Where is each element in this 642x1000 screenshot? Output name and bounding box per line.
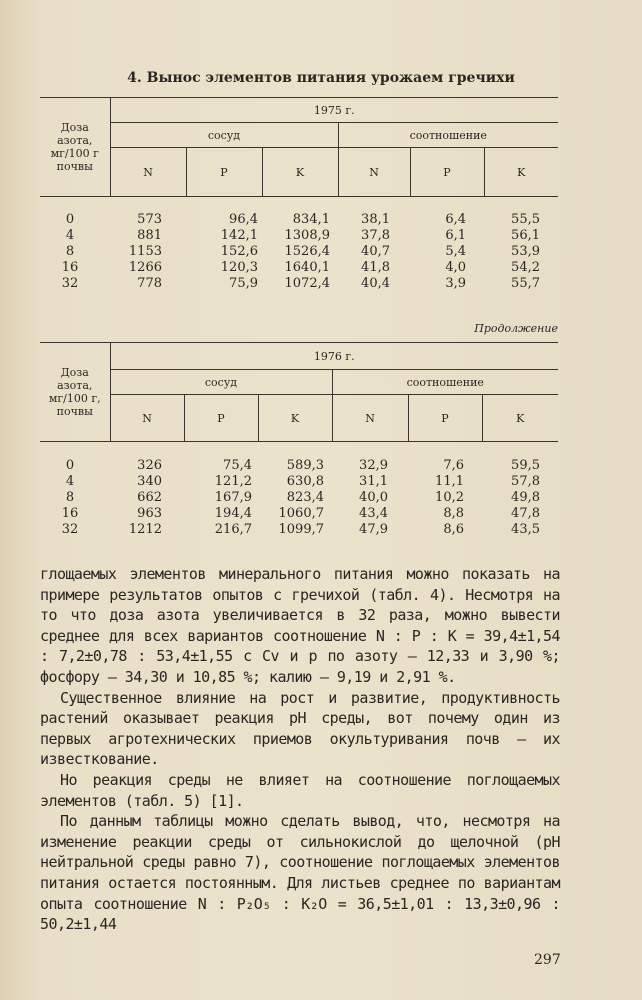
value-cell: 142,1 (220, 228, 258, 243)
dose-cell: 32 (61, 276, 79, 291)
value-cell: 963 (137, 506, 162, 521)
value-cell: 326 (137, 458, 162, 473)
value-cell: 6,4 (445, 212, 466, 227)
value-cell: 152,6 (220, 244, 258, 259)
dose-cell: 8 (65, 490, 75, 505)
value-cell: 55,5 (511, 212, 540, 227)
value-cell: 75,4 (223, 458, 252, 473)
table-row (40, 276, 558, 292)
paragraph: Но реакция среды не влияет на соотношение поглощаемых элементов (табл. 5) [1]. (40, 770, 560, 810)
table-row (40, 212, 558, 228)
value-cell: 881 (137, 228, 162, 243)
value-cell: 573 (137, 212, 162, 227)
table-row (40, 228, 558, 244)
value-cell: 57,8 (511, 474, 540, 489)
col-header: N (110, 148, 186, 197)
group-vessel-header: сосуд (110, 123, 338, 148)
value-cell: 7,6 (443, 458, 464, 473)
value-cell: 40,7 (361, 244, 390, 259)
col-header: P (184, 395, 258, 442)
dose-cell: 16 (61, 506, 79, 521)
value-cell: 10,2 (435, 490, 464, 505)
table-row (40, 458, 558, 474)
value-cell: 49,8 (511, 490, 540, 505)
value-cell: 1212 (128, 522, 162, 537)
value-cell: 3,9 (445, 276, 466, 291)
table-row (40, 490, 558, 506)
value-cell: 216,7 (214, 522, 252, 537)
continuation-label: Продолжение (474, 322, 558, 335)
table-row (40, 522, 558, 538)
value-cell: 1060,7 (278, 506, 324, 521)
value-cell: 1266 (128, 260, 162, 275)
col-header: P (186, 148, 262, 197)
body-text (40, 564, 560, 935)
col-header: N (110, 395, 184, 442)
value-cell: 1099,7 (278, 522, 324, 537)
value-cell: 1640,1 (284, 260, 330, 275)
value-cell: 1153 (128, 244, 162, 259)
table-1975 (40, 97, 558, 292)
value-cell: 56,1 (511, 228, 540, 243)
table-1976 (40, 342, 558, 538)
value-cell: 1308,9 (284, 228, 330, 243)
value-cell: 43,4 (359, 506, 388, 521)
value-cell: 834,1 (292, 212, 330, 227)
value-cell: 47,8 (511, 506, 540, 521)
value-cell: 5,4 (445, 244, 466, 259)
value-cell: 40,4 (361, 276, 390, 291)
value-cell: 43,5 (511, 522, 540, 537)
dose-cell: 0 (65, 458, 75, 473)
value-cell: 96,4 (229, 212, 258, 227)
dose-header: Доза азота, мг/100 г, почвы (40, 343, 110, 442)
table-title: 4. Вынос элементов питания урожаем гречихи (127, 70, 515, 86)
col-header: N (338, 148, 410, 197)
value-cell: 589,3 (286, 458, 324, 473)
value-cell: 630,8 (286, 474, 324, 489)
col-header: K (517, 165, 526, 179)
value-cell: 823,4 (286, 490, 324, 505)
col-header: P (408, 395, 482, 442)
value-cell: 4,0 (445, 260, 466, 275)
value-cell: 32,9 (359, 458, 388, 473)
group-ratio-header: соотношение (338, 123, 558, 148)
value-cell: 120,3 (220, 260, 258, 275)
value-cell: 53,9 (511, 244, 540, 259)
value-cell: 47,9 (359, 522, 388, 537)
value-cell: 37,8 (361, 228, 390, 243)
value-cell: 75,9 (229, 276, 258, 291)
dose-cell: 16 (61, 260, 79, 275)
table-row (40, 244, 558, 260)
group-vessel-header: сосуд (110, 370, 332, 395)
dose-cell: 8 (65, 244, 75, 259)
value-cell: 340 (137, 474, 162, 489)
value-cell: 6,1 (445, 228, 466, 243)
dose-cell: 32 (61, 522, 79, 537)
dose-cell: 0 (65, 212, 75, 227)
value-cell: 167,9 (214, 490, 252, 505)
value-cell: 11,1 (435, 474, 464, 489)
dose-cell: 4 (65, 228, 75, 243)
value-cell: 194,4 (214, 506, 252, 521)
col-header: K (258, 395, 332, 442)
value-cell: 1072,4 (284, 276, 330, 291)
value-cell: 662 (137, 490, 162, 505)
page-number: 297 (534, 952, 561, 968)
col-header: P (410, 148, 484, 197)
dose-header: Доза азота, мг/100 г почвы (40, 98, 110, 197)
table-row (40, 260, 558, 276)
col-header: K (516, 411, 525, 425)
table-row (40, 506, 558, 522)
value-cell: 40,0 (359, 490, 388, 505)
value-cell: 1526,4 (284, 244, 330, 259)
value-cell: 55,7 (511, 276, 540, 291)
group-ratio-header: соотношение (332, 370, 558, 395)
paragraph: глощаемых элементов минерального питания можно показать на примере результатов опытов с гречихой (табл. 4). Несмотря на то что доза азота увеличивается в 32 раза, можно вывести среднее для всех вариантов соотношение N : P : K = 39,4±1,54 : 7,2±0,78 : 53,4±1,55 с Cv и p по азоту — 12,33 и 3,90 %; фосфору — 34,30 и 10,85 %; калию — 9,19 и 2,91 %. (40, 565, 560, 686)
value-cell: 41,8 (361, 260, 390, 275)
year-header: 1976 г. (110, 343, 558, 370)
value-cell: 31,1 (359, 474, 388, 489)
value-cell: 54,2 (511, 260, 540, 275)
value-cell: 38,1 (361, 212, 390, 227)
paragraph: По данным таблицы можно сделать вывод, что, несмотря на изменение реакции среды от сильнокислой до щелочной (pH нейтральной среды равно 7), соотношение поглощаемых элементов питания остается постоянным. Для листьев среднее по вариантам опыта соотношение N : P₂O₅ : K₂O = 36,5±1,01 : 13,3±0,96 : 50,2±1,44 (40, 812, 560, 934)
year-header: 1975 г. (110, 98, 558, 123)
col-header: N (332, 395, 408, 442)
paragraph: Существенное влияние на рост и развитие, продуктивность растений оказывает реакция pH среды, вот почему один из первых агротехнических приемов окультуривания почв — их известкование. (40, 688, 560, 769)
value-cell: 778 (137, 276, 162, 291)
value-cell: 121,2 (214, 474, 252, 489)
table-row (40, 474, 558, 490)
value-cell: 59,5 (511, 458, 540, 473)
col-header: K (262, 148, 338, 197)
value-cell: 8,8 (443, 506, 464, 521)
value-cell: 8,6 (443, 522, 464, 537)
dose-cell: 4 (65, 474, 75, 489)
